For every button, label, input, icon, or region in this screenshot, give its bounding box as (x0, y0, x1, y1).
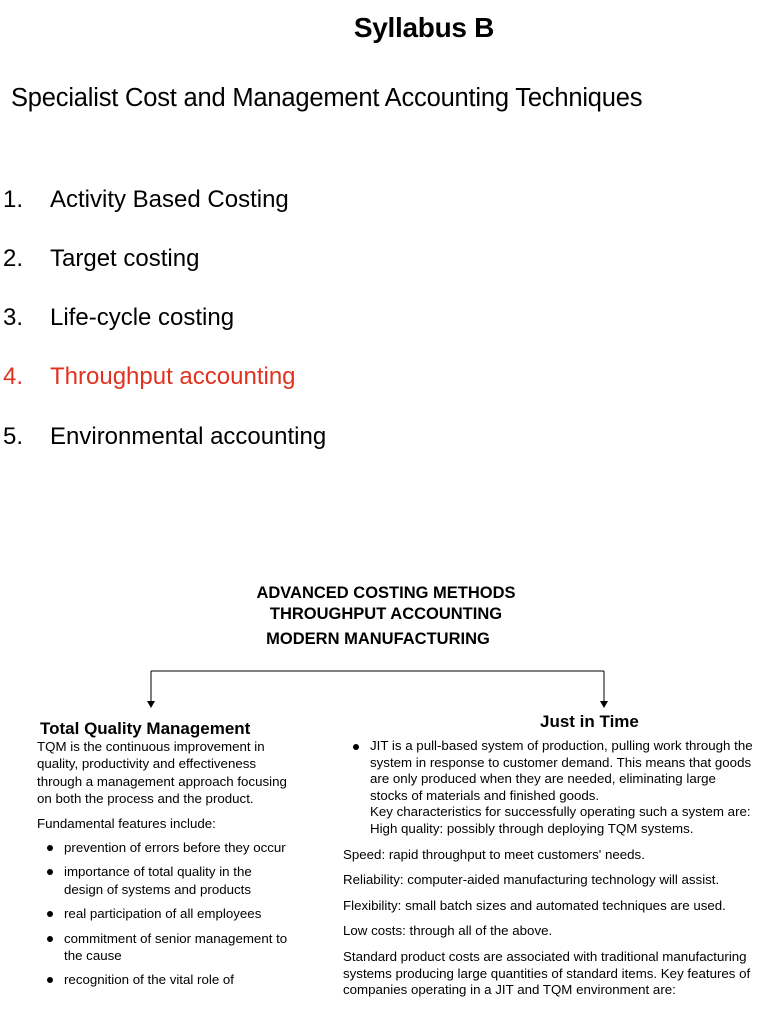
list-item: importance of total quality in the design of systems and products (37, 863, 291, 898)
tqm-title: Total Quality Management (40, 719, 251, 738)
jit-key-characteristics: Key characteristics for successfully operating such a system are: High quality: possibly through deploying TQM systems. (370, 804, 751, 836)
topic-number: 1. (3, 186, 24, 213)
bullet-icon (47, 977, 53, 983)
diagram-heading-throughput: THROUGHPUT ACCOUNTING (269, 605, 503, 623)
topic-item-1 (3, 186, 289, 214)
diagram-heading-advanced-costing: ADVANCED COSTING METHODS (256, 584, 516, 602)
topic-label: Activity Based Costing (50, 186, 289, 213)
diagram-heading-modern-manufacturing: MODERN MANUFACTURING (266, 630, 490, 648)
tqm-intro: TQM is the continuous improvement in quality, productivity and effectiveness through a management approach focusing on both the process and the product. (37, 739, 287, 807)
jit-definition: JIT is a pull-based system of production, pulling work through the system in response to customer demand. This means that goods are only produced when they are needed, eliminating large stocks of materials and finished goods. (370, 738, 753, 803)
right-arrow-head-icon (600, 701, 608, 708)
left-arrow-head-icon (147, 701, 155, 708)
topic-number: 2. (3, 245, 24, 272)
bullet-icon (353, 744, 359, 750)
topic-item-5 (3, 423, 326, 451)
branch-connector (0, 660, 768, 720)
jit-title: Just in Time (540, 712, 639, 731)
topic-number: 3. (3, 304, 24, 331)
list-item: real participation of all employees (37, 905, 291, 922)
jit-definition-bullet (343, 738, 753, 838)
bullet-icon (47, 936, 53, 942)
page-title: Syllabus B (353, 12, 495, 43)
page-subtitle: Specialist Cost and Management Accounting Techniques (11, 84, 643, 112)
list-item: prevention of errors before they occur (37, 839, 291, 856)
topic-item-2 (3, 245, 199, 273)
topic-item-4-highlighted (3, 363, 296, 391)
topic-label: Life-cycle costing (50, 304, 235, 331)
tqm-features-label: Fundamental features include: (37, 815, 216, 831)
jit-speed: Speed: rapid throughput to meet customers' needs. (343, 846, 645, 862)
jit-flexibility: Flexibility: small batch sizes and automated techniques are used. (343, 897, 726, 913)
bullet-icon (47, 869, 53, 875)
topic-label: Environmental accounting (50, 423, 327, 450)
topic-number: 4. (3, 363, 24, 390)
bullet-icon (47, 911, 53, 917)
jit-low-costs: Low costs: through all of the above. (343, 923, 553, 939)
jit-section (343, 738, 753, 1008)
topic-label: Throughput accounting (50, 363, 296, 390)
topic-item-3 (3, 304, 234, 332)
tqm-section (37, 738, 291, 996)
list-item: commitment of senior management to the cause (37, 930, 291, 965)
jit-standard-costs: Standard product costs are associated with traditional manufacturing systems producing large quantities of standard items. Key features of companies operating in a JIT and TQM environment are: (343, 948, 751, 998)
topic-number: 5. (3, 423, 24, 450)
jit-reliability: Reliability: computer-aided manufacturing technology will assist. (343, 872, 720, 888)
bullet-icon (47, 845, 53, 851)
tqm-feature-list (37, 839, 291, 989)
topic-label: Target costing (50, 245, 200, 272)
list-item: recognition of the vital role of (37, 971, 291, 988)
